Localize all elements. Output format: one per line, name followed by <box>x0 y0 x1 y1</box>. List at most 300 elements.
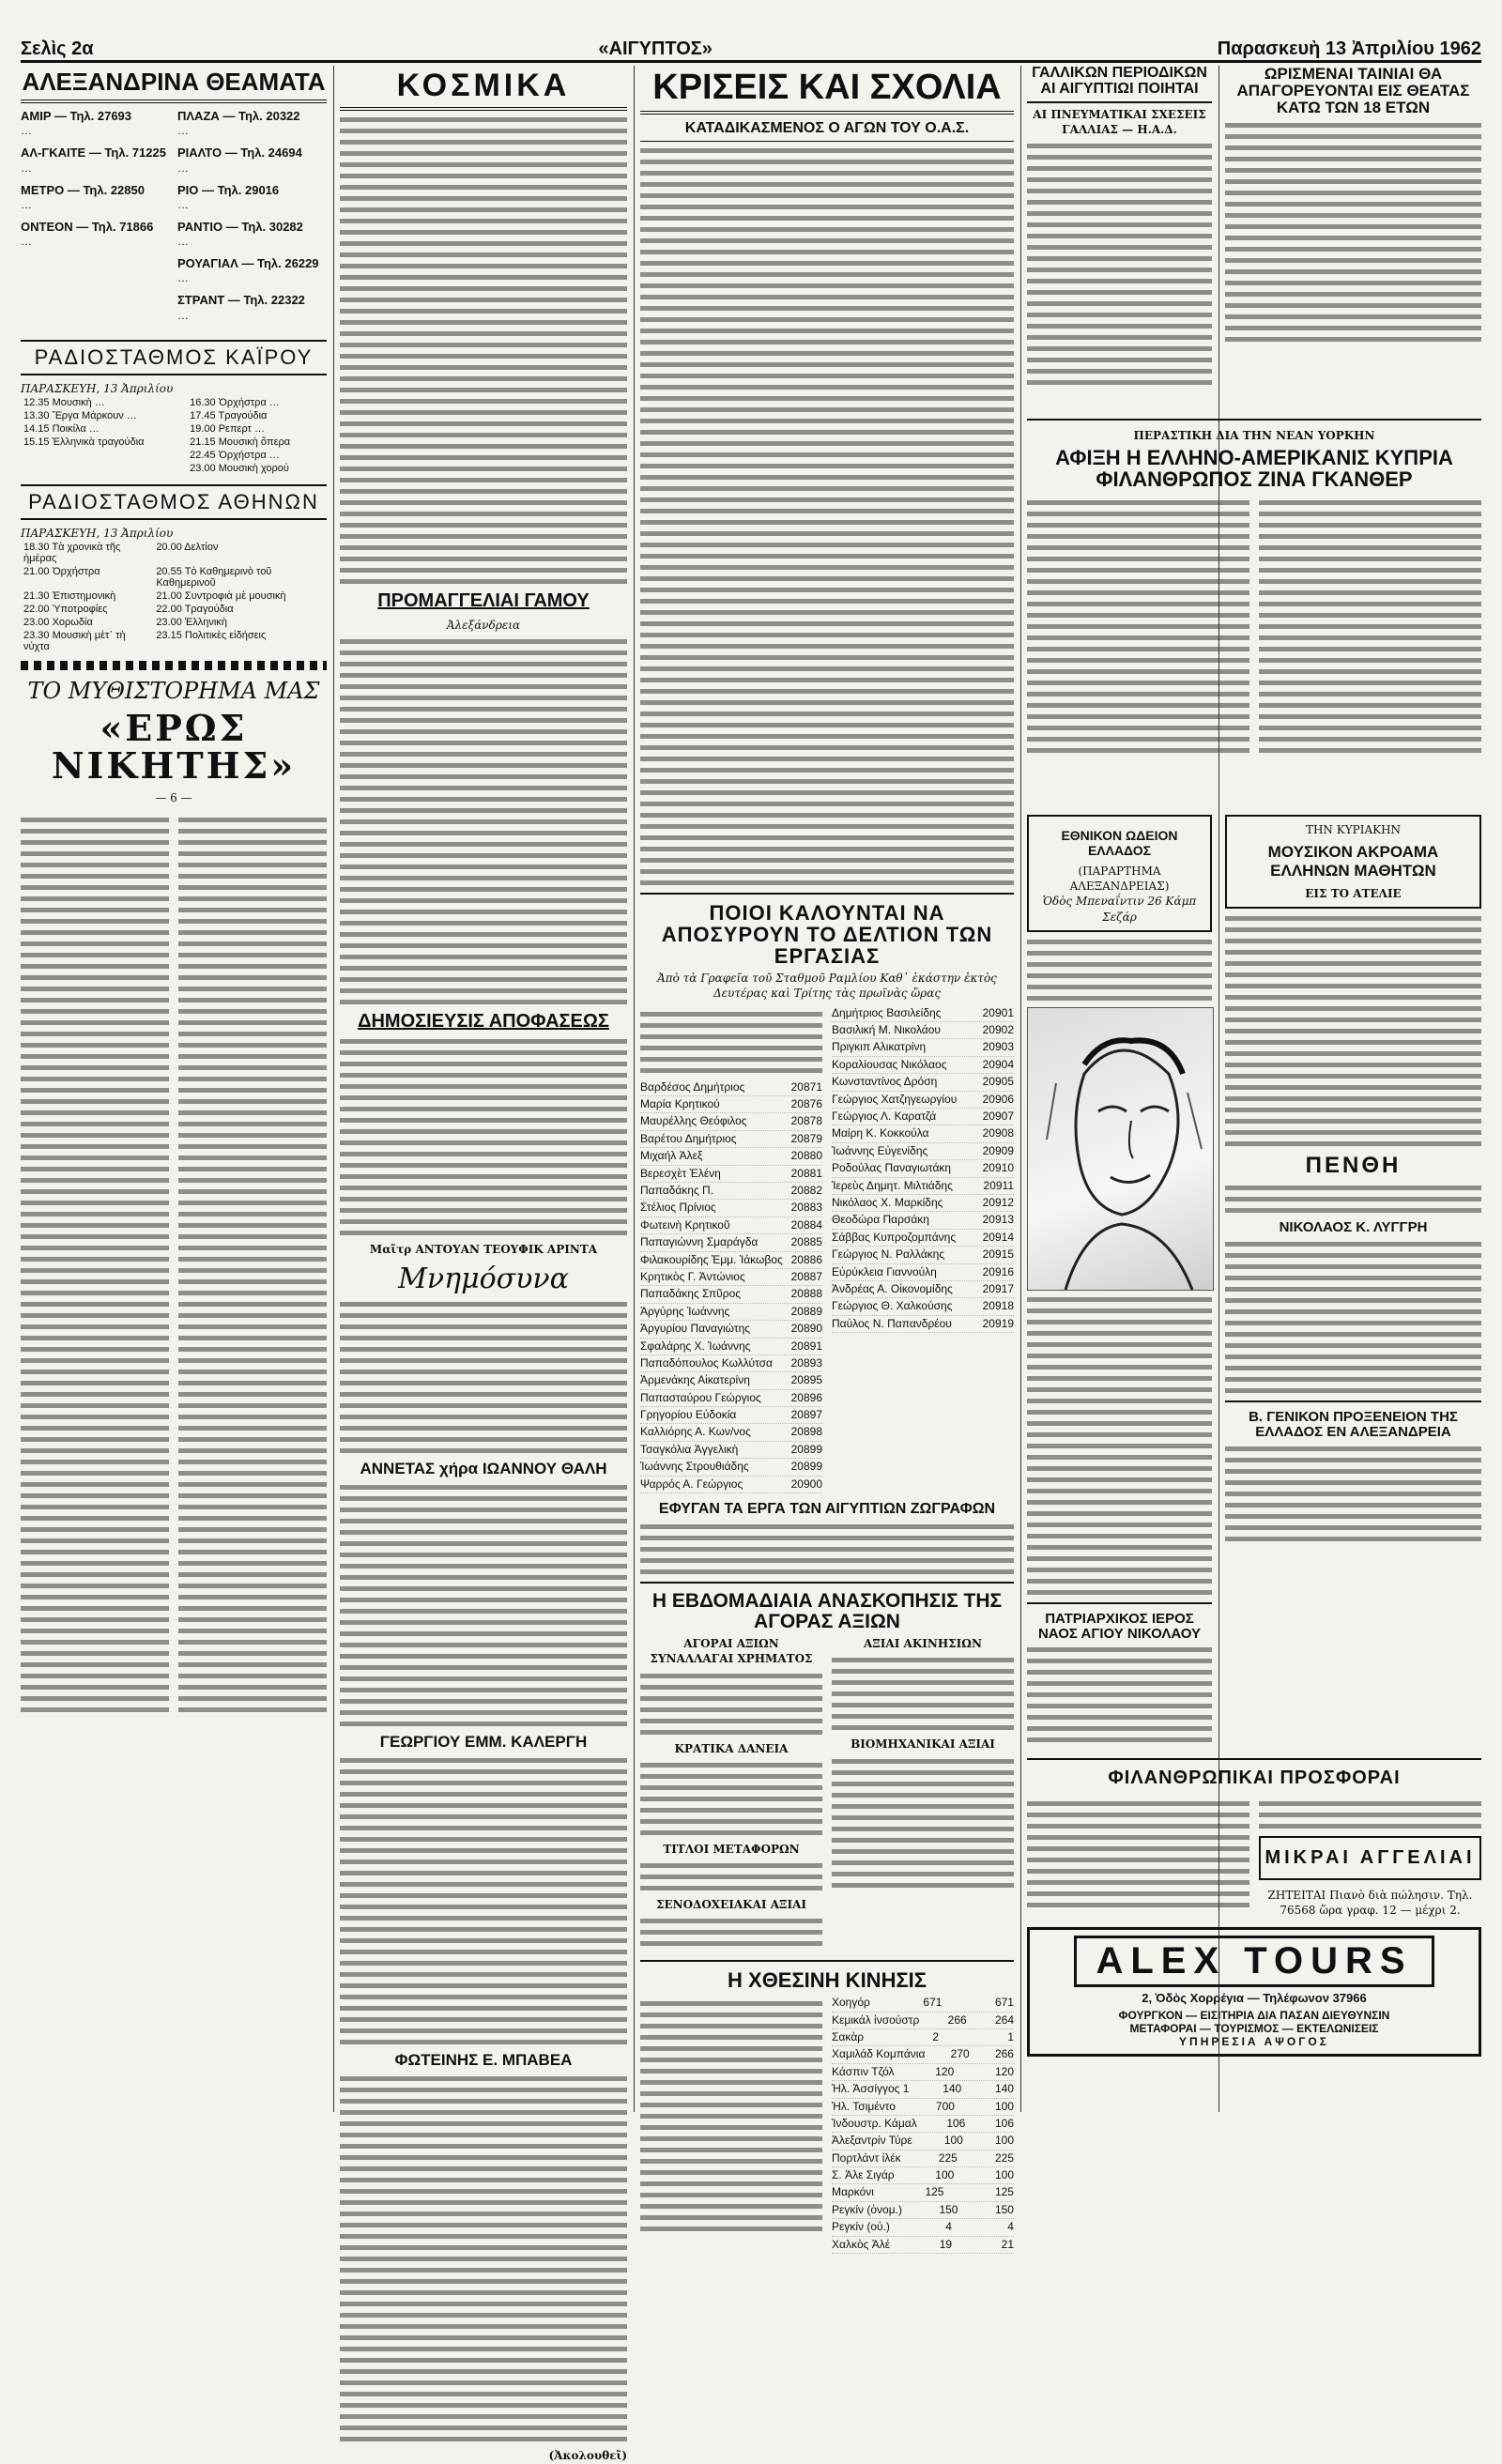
list-cell: Πορτλάντ ἰλέκ <box>832 2150 901 2165</box>
text-block <box>340 639 627 1004</box>
list-item <box>640 1113 822 1130</box>
market-right <box>832 1636 1014 1952</box>
schedule-row <box>21 589 327 603</box>
text-block <box>640 148 1014 885</box>
cinema-entry <box>21 145 170 175</box>
schedule-cell: 17.45 Τραγούδια <box>190 409 268 421</box>
list-item <box>832 2081 1014 2098</box>
list-cell: 20883 <box>790 1201 822 1215</box>
arrival-title: ΑΦΙΞΗ Η ΕΛΛΗΝΟ-ΑΜΕΡΙΚΑΝΙΣ ΚΥΠΡΙΑ ΦΙΛΑΝΘΡΩΠΟΣ ΖΙΝΑ ΓΚΑΝΘΕΡ <box>1055 446 1453 492</box>
list-cell: Πριγκιπ Αλικατρίνη <box>832 1040 927 1054</box>
schedule-cell: 21.15 Μουσικὴ ὅπερα <box>190 436 291 448</box>
text-block <box>1225 1242 1481 1393</box>
memorial-name: ΓΕΩΡΓΙΟΥ ΕΜΜ. ΚΑΛΕΡΓΗ <box>379 1733 588 1752</box>
list-cell: 671 <box>994 1996 1014 2010</box>
list-item <box>640 1096 822 1113</box>
schedule-row <box>21 629 327 653</box>
list-item <box>832 2219 1014 2236</box>
list-cell: Κάσπιν Τζόλ <box>832 2064 895 2078</box>
text-block <box>178 811 327 1719</box>
list-cell: 20890 <box>790 1322 822 1336</box>
list-cell: Κοραλίουσας Νικόλαος <box>832 1057 947 1071</box>
jobs-title: ΠΟΙΟΙ ΚΑΛΟΥΝΤΑΙ ΝΑ ΑΠΟΣΥΡΟΥΝ ΤΟ ΔΕΛΤΙΟΝ ΤΩΝ ΕΡΓΑΣΙΑΣ <box>661 901 993 969</box>
list-cell: 20906 <box>982 1092 1014 1106</box>
wedding-place: Ἀλεξάνδρεια <box>446 619 521 632</box>
article-title: ΩΡΙΣΜΕΝΑΙ ΤΑΙΝΙΑΙ ΘΑ ΑΠΑΓΟΡΕΥΟΝΤΑΙ ΕΙΣ ΘΕΑΤΑΣ ΚΑΤΩ ΤΩΝ 18 ΕΤΩΝ <box>1236 65 1470 116</box>
cinema-entry <box>177 256 327 285</box>
schedule-cell: 18.30 Τὰ χρονικὰ τῆς ἡμέρας <box>23 541 121 564</box>
cinema-program: … <box>21 161 32 175</box>
list-cell: 120 <box>994 2064 1014 2078</box>
text-block <box>1027 494 1249 759</box>
list-item <box>640 1355 822 1372</box>
list-cell: 671 <box>923 1996 943 2010</box>
text-block <box>1027 1297 1212 1595</box>
list-item <box>832 1092 1014 1109</box>
philanthropy-title: ΦΙΛΑΝΘΡΩΠΙΚΑΙ ΠΡΟΣΦΟΡΑΙ <box>1108 1768 1401 1788</box>
list-item <box>832 1298 1014 1315</box>
market-left <box>640 1636 822 1952</box>
list-cell: Βαρδέσος Δημήτριος <box>640 1079 745 1094</box>
text-block <box>832 1658 1014 1730</box>
list-cell: 20909 <box>982 1143 1014 1157</box>
list-item <box>640 1442 822 1459</box>
list-item <box>640 1183 822 1200</box>
list-cell: 20881 <box>790 1166 822 1180</box>
list-cell: Θεοδώρα Παρσάκη <box>832 1213 929 1227</box>
list-cell: 20918 <box>982 1299 1014 1313</box>
movement-columns <box>640 1995 1014 2254</box>
list-cell: 20889 <box>790 1304 822 1318</box>
list-item <box>640 1200 822 1217</box>
list-cell: 264 <box>994 2013 1014 2027</box>
jobs-list-right <box>832 1005 1014 1493</box>
small-ads-box <box>1259 1836 1481 1880</box>
list-item <box>640 1424 822 1441</box>
list-item <box>640 1131 822 1148</box>
schedule-row <box>21 616 327 629</box>
market-subhead: ΒΙΟΜΗΧΑΝΙΚΑΙ ΑΞΙΑΙ <box>851 1737 995 1752</box>
schedule-row <box>21 396 327 409</box>
list-cell: 100 <box>994 2134 1014 2148</box>
divider <box>640 893 1014 895</box>
column-social <box>340 66 627 2463</box>
list-cell: 20887 <box>790 1269 822 1283</box>
divider <box>640 1582 1014 1584</box>
cinema-entry <box>21 220 170 249</box>
bottom-right-block <box>1027 1751 1481 2112</box>
alex-tours-ad <box>1027 1927 1481 2057</box>
text-block <box>640 1674 822 1735</box>
cinema-entry <box>21 109 170 138</box>
list-item <box>832 1995 1014 2012</box>
schedule-cell: 19.00 Ρεπερτ … <box>190 422 265 435</box>
column-rule <box>634 66 635 2112</box>
list-cell: 270 <box>950 2047 970 2061</box>
list-cell: Χαμιλάδ Κομπάνια <box>832 2047 926 2061</box>
mourning-name: ΝΙΚΟΛΑΟΣ Κ. ΛΥΓΓΡΗ <box>1279 1219 1428 1236</box>
column-opinion <box>640 66 1014 2251</box>
ad-brand: ALEX TOURS <box>1074 1936 1433 1987</box>
list-cell: 100 <box>935 2168 955 2182</box>
small-ads <box>1259 1795 1481 1918</box>
list-cell: 20917 <box>982 1281 1014 1295</box>
market-subhead: ΑΓΟΡΑΙ ΑΞΙΩΝ ΣΥΝΑΛΛΑΓΑΙ ΧΡΗΜΑΤΟΣ <box>650 1637 813 1666</box>
list-item <box>640 1339 822 1355</box>
list-item <box>640 1477 822 1493</box>
serial-installment: — 6 — <box>155 790 192 804</box>
text-block <box>1225 1186 1481 1213</box>
list-cell: 20882 <box>790 1184 822 1197</box>
list-item <box>832 2184 1014 2201</box>
list-item <box>832 1074 1014 1091</box>
odeon-box <box>1027 815 1212 932</box>
list-item <box>640 1459 822 1476</box>
cinema-entry <box>21 183 170 212</box>
text-block <box>640 1863 822 1890</box>
list-cell: Καλλιόρης Α. Κων/νος <box>640 1425 751 1439</box>
column-entertainment <box>21 66 327 2112</box>
schedule-cell: 16.30 Ὀρχήστρα … <box>190 396 280 408</box>
list-cell: 20902 <box>982 1023 1014 1037</box>
list-cell: Ἰνδουστρ. Κάμαλ <box>832 2116 917 2130</box>
list-item <box>640 1269 822 1286</box>
list-item <box>640 1286 822 1303</box>
list-item <box>832 2013 1014 2029</box>
list-item <box>832 2237 1014 2254</box>
list-cell: 19 <box>939 2237 953 2251</box>
list-item <box>640 1234 822 1251</box>
cinema-name: ΡΙΑΛΤΟ — Τηλ. 24694 <box>177 145 302 161</box>
continued-note: (Ἀκολουθεῖ) <box>548 2449 627 2463</box>
market-subhead: ΤΙΤΛΟΙ ΜΕΤΑΦΟΡΩΝ <box>663 1842 800 1856</box>
list-item <box>832 1022 1014 1039</box>
serial-body <box>21 811 327 1719</box>
list-item <box>832 2167 1014 2184</box>
schedule-cell: 22.45 Ὀρχήστρα … <box>190 449 280 461</box>
list-cell: Παπαδόπουλος Κωλλύτσα <box>640 1355 773 1370</box>
list-cell: Χοηγόρ <box>832 1996 870 2010</box>
list-cell: Χαλκὸς Ἀλέ <box>832 2237 891 2251</box>
schedule-cell: 21.00 Ὀρχήστρα <box>23 565 100 577</box>
cinema-program: … <box>21 235 32 248</box>
list-item <box>832 2116 1014 2133</box>
list-cell: 20886 <box>790 1252 822 1266</box>
list-cell: 20899 <box>790 1460 822 1474</box>
wedding-title: ΠΡΟΜΑΓΓΕΛΙΑΙ ΓΑΜΟΥ <box>377 590 590 611</box>
list-item <box>640 1304 822 1321</box>
schedule-row <box>21 462 327 475</box>
list-item <box>832 1212 1014 1229</box>
list-cell: Παπαδάκης Σπῦρος <box>640 1287 742 1301</box>
concert-box <box>1225 815 1481 909</box>
list-item <box>832 1178 1014 1195</box>
text-block <box>640 1012 822 1073</box>
list-cell: 120 <box>935 2064 955 2078</box>
text-block <box>640 1995 822 2254</box>
text-block <box>340 1485 627 1726</box>
list-item <box>832 2150 1014 2167</box>
list-cell: 20904 <box>982 1057 1014 1071</box>
list-cell: Νικόλαος Χ. Μαρκίδης <box>832 1195 943 1209</box>
cinema-list-left <box>21 109 170 330</box>
list-cell: 1 <box>1007 2029 1014 2043</box>
page-header-bar <box>21 28 1481 63</box>
list-cell: Τσαγκόλια Ἀγγελικὴ <box>640 1442 739 1456</box>
list-cell: 20891 <box>790 1339 822 1353</box>
list-cell: Ἀρμενάκης Αἰκατερίνη <box>640 1373 750 1387</box>
list-cell: Ἀνδρέας Α. Οἰκονομίδης <box>832 1281 953 1295</box>
list-cell: 20911 <box>983 1178 1014 1192</box>
list-cell: 21 <box>1001 2237 1014 2251</box>
cinema-name: ΑΛ-ΓΚΑΙΤΕ — Τηλ. 71225 <box>21 145 166 161</box>
cinema-name: ΣΤΡΑΝΤ — Τηλ. 22322 <box>177 293 305 308</box>
schedule-row <box>21 436 327 449</box>
text-block <box>1225 123 1481 342</box>
jobs-lists <box>640 1005 1014 1493</box>
list-cell: 100 <box>994 2168 1014 2182</box>
radio-cairo-date: ΠΑΡΑΣΚΕΥΗ, 13 Ἀπριλίου <box>21 381 174 395</box>
opinion-masthead: ΚΡΙΣΕΙΣ ΚΑΙ ΣΧΟΛΙΑ <box>640 66 1014 115</box>
cinema-name: AMIP — Τηλ. 27693 <box>21 109 132 123</box>
issue-date: Παρασκευὴ 13 Ἀπριλίου 1962 <box>1217 38 1481 59</box>
radio-cairo-title: ΡΑΔΙΟΣΤΑΘΜΟΣ ΚΑΪΡΟΥ <box>21 340 327 375</box>
list-cell: 20900 <box>790 1477 822 1491</box>
cinema-program: … <box>177 161 189 175</box>
cinema-entry <box>177 293 327 322</box>
text-block <box>21 811 169 1719</box>
list-cell: 20885 <box>790 1235 822 1249</box>
list-cell: Ἰωάννης Εὐγενίδης <box>832 1143 928 1157</box>
list-cell: Μιχαήλ Ἀλεξ <box>640 1149 703 1163</box>
divider <box>1225 1400 1481 1402</box>
schedule-cell <box>21 462 187 475</box>
list-cell: Βασιλική Μ. Νικολάου <box>832 1023 941 1037</box>
movement-list <box>832 1995 1014 2254</box>
list-cell: 20908 <box>982 1126 1014 1140</box>
list-item <box>832 1160 1014 1177</box>
list-cell: Παπασταύρου Γεώργιος <box>640 1390 761 1404</box>
schedule-cell: 22.00 Τραγούδια <box>156 603 234 615</box>
jobs-intro-and-list <box>640 1005 822 1493</box>
list-cell: Σάββας Κυπροζομπάνης <box>832 1230 957 1244</box>
list-item <box>640 1148 822 1165</box>
odeon-subtitle: (ΠΑΡΑΡΤΗΜΑ ΑΛΕΞΑΝΔΡΕΙΑΣ) <box>1069 865 1170 894</box>
list-cell: 4 <box>945 2220 952 2234</box>
list-cell: 20907 <box>982 1110 1014 1123</box>
page-number: Σελὶς 2α <box>21 38 94 59</box>
small-ads-title: ΜΙΚΡΑΙ ΑΓΓΕΛΙΑΙ <box>1264 1847 1476 1868</box>
portrait-drawing-icon <box>1028 1008 1213 1290</box>
divider <box>640 1960 1014 1962</box>
list-cell: Γεώργιος Λ. Καρατζά <box>832 1110 937 1123</box>
list-item <box>832 1005 1014 1022</box>
ad-line: ΜΕΤΑΦΟΡΑΙ — ΤΟΥΡΙΣΜΟΣ — ΕΚΤΕΛΩΝΙΣΕΙΣ <box>1129 2022 1379 2036</box>
concert-title: ΜΟΥΣΙΚΟΝ ΑΚΡΟΑΜΑ ΕΛΛΗΝΩΝ ΜΑΘΗΤΩΝ <box>1267 843 1439 880</box>
list-cell: 2 <box>932 2029 940 2043</box>
list-cell: 20880 <box>790 1149 822 1163</box>
schedule-row <box>21 603 327 616</box>
small-ads-note: ΖΗΤΕΙΤΑΙ Πιανὸ διὰ πώλησιν. Τηλ. 76568 ὥρα γραφ. 12 — μέχρι 2. <box>1267 1889 1473 1918</box>
consulate-title: Β. ΓΕΝΙΚΟΝ ΠΡΟΞΕΝΕΙΟΝ ΤΗΣ ΕΛΛΑΔΟΣ ΕΝ ΑΛΕΞΑΝΔΡΕΙΑ <box>1249 1409 1458 1441</box>
church-title: ΠΑΤΡΙΑΡΧΙΚΟΣ ΙΕΡΟΣ ΝΑΟΣ ΑΓΙΟΥ ΝΙΚΟΛΑΟΥ <box>1037 1610 1202 1642</box>
list-cell: 20893 <box>790 1355 822 1370</box>
memorial-title: Μνημόσυνα <box>398 1263 569 1296</box>
divider <box>21 661 327 670</box>
list-cell: 20905 <box>982 1075 1014 1089</box>
list-cell: Δημήτριος Βασιλείδης <box>832 1005 942 1019</box>
list-cell: 20878 <box>790 1114 822 1128</box>
list-cell: Φωτεινὴ Κρητικοῦ <box>640 1217 730 1232</box>
schedule-cell: 21.30 Ἐπιστημονικὴ <box>23 589 116 602</box>
list-item <box>640 1390 822 1407</box>
list-cell: Γεώργιος Ν. Ραλλάκης <box>832 1247 945 1262</box>
radio-athens-title: ΡΑΔΙΟΣΤΑΘΜΟΣ ΑΘΗΝΩΝ <box>21 484 327 520</box>
cinema-name: ΡΟΥΑΓΙΑΛ — Τηλ. 26229 <box>177 256 319 270</box>
list-cell: Ἠλ. Τσιμέντο <box>832 2099 896 2113</box>
ad-line: ΦΟΥΡΓΚΟΝ — ΕΙΣΙΤΗΡΙΑ ΔΙΑ ΠΑΣΑΝ ΔΙΕΥΘΥΝΣΙΝ <box>1118 2009 1390 2023</box>
cinema-program: … <box>177 235 189 248</box>
cinema-name: ΡΑΝΤΙΟ — Τηλ. 30282 <box>177 219 303 234</box>
list-cell: 150 <box>994 2202 1014 2216</box>
list-cell: Κρητικὸς Γ. Ἀντώνιος <box>640 1269 745 1283</box>
cinema-program: … <box>21 197 32 211</box>
cinema-entry <box>177 220 327 249</box>
list-item <box>640 1079 822 1096</box>
list-cell: Ἠλ. Ἀσσίγγος 1 <box>832 2082 910 2096</box>
cinema-entry <box>177 109 327 138</box>
list-cell: Σακὰρ <box>832 2029 865 2043</box>
list-cell: 20910 <box>982 1161 1014 1175</box>
text-block <box>1027 1647 1212 1742</box>
list-item <box>640 1252 822 1269</box>
list-item <box>832 1281 1014 1298</box>
market-columns <box>640 1636 1014 1952</box>
mourning-title: ΠΕΝΘΗ <box>1305 1153 1402 1179</box>
ad-address: 2, Ὁδὸς Χορρέγια — Τηλέφωνον 37966 <box>1142 1991 1367 2006</box>
jobs-list-left <box>640 1079 822 1493</box>
cinema-program: … <box>177 308 189 322</box>
list-item <box>832 1230 1014 1247</box>
list-cell: 20896 <box>790 1390 822 1404</box>
cinema-list-right <box>177 109 327 330</box>
list-cell: Παύλος Ν. Παπανδρέου <box>832 1316 952 1330</box>
list-cell: 4 <box>1007 2220 1014 2234</box>
market-subhead: ΑΞΙΑΙ ΑΚΙΝΗΣΙΩΝ <box>864 1637 982 1651</box>
text-block <box>1027 1795 1249 1918</box>
schedule-cell: 14.15 Ποικίλα … <box>23 422 100 435</box>
schedule-cell: 23.15 Πολιτικὲς εἰδήσεις <box>156 629 267 641</box>
list-cell: 125 <box>925 2185 944 2199</box>
list-cell: 20919 <box>982 1316 1014 1330</box>
list-cell: Κωνσταντίνος Δρόση <box>832 1075 938 1089</box>
cinema-program: … <box>177 197 189 211</box>
market-subhead: ΣΕΝΟΔΟΧΕΙΑΚΑΙ ΑΞΙΑΙ <box>655 1897 807 1911</box>
schedule-cell: 23.30 Μουσικὴ μὲτ᾽ τὴ νύχτα <box>23 629 126 652</box>
schedule-cell: 23.00 Μουσικὴ χορού <box>190 462 289 474</box>
list-cell: 225 <box>994 2150 1014 2165</box>
list-cell: Γεώργιος Χατζηγεωργίου <box>832 1092 958 1106</box>
list-item <box>640 1407 822 1424</box>
list-item <box>640 1166 822 1183</box>
radio-athens-schedule <box>21 541 327 653</box>
list-cell: 266 <box>947 2013 967 2027</box>
list-cell: 20903 <box>982 1040 1014 1054</box>
cinema-program: … <box>177 271 189 285</box>
list-cell: 20901 <box>982 1005 1014 1019</box>
list-cell: Ἰωάννης Στρουθιάδης <box>640 1460 749 1474</box>
schedule-cell: 22.00 Ὑποτροφίες <box>23 603 108 615</box>
list-item <box>832 1039 1014 1056</box>
list-item <box>832 1109 1014 1125</box>
list-cell: Παπαδάκης Π. <box>640 1184 714 1197</box>
list-cell: Ἀλεξαντρίν Τύρε <box>832 2134 912 2148</box>
schedule-cell: 21.00 Συντροφιὰ μὲ μουσικὴ <box>156 589 286 602</box>
schedule-cell: 15.15 Ἑλληνικὰ τραγούδια <box>23 436 145 448</box>
text-block <box>640 1524 1014 1574</box>
list-cell: 20879 <box>790 1131 822 1145</box>
market-title: Η ΕΒΔΟΜΑΔΙΑΙΑ ΑΝΑΣΚΟΠΗΣΙΣ ΤΗΣ ΑΓΟΡΑΣ ΑΞΙΩΝ <box>651 1590 1003 1633</box>
painters-title: ΕΦΥΓΑΝ ΤΑ ΕΡΓΑ ΤΩΝ ΑΙΓΥΠΤΙΩΝ ΖΩΓΡΑΦΩΝ <box>658 1501 996 1518</box>
schedule-cell <box>21 449 187 462</box>
list-cell: Στέλιος Πρίνιος <box>640 1201 716 1215</box>
text-block <box>340 1758 627 2044</box>
cinema-listings <box>21 109 327 330</box>
philanthropy-body <box>1027 1795 1481 1918</box>
cinema-program: … <box>21 124 32 138</box>
schedule-cell: 20.55 Τὸ Καθημερινὸ τοῦ Καθημερινοῦ <box>156 565 272 589</box>
list-cell: 150 <box>939 2202 958 2216</box>
text-block <box>640 1763 822 1835</box>
cinema-name: ΡΙΟ — Τηλ. 29016 <box>177 182 280 197</box>
divider <box>1027 1758 1481 1760</box>
cinema-section-title: ΑΛΕΞΑΝΔΡΙΝΑ ΘΕΑΜΑΤΑ <box>21 66 327 103</box>
list-cell: 106 <box>994 2116 1014 2130</box>
schedule-cell: 23.00 Ἐλληνικὴ <box>156 616 227 628</box>
notice-title: ΔΗΜΟΣΙΕΥΣΙΣ ΑΠΟΦΑΣΕΩΣ <box>358 1011 609 1033</box>
memorial-name: ΦΩΤΕΙΝΗΣ Ε. ΜΠΑΒΕΑ <box>394 2051 573 2070</box>
list-cell: 225 <box>938 2150 958 2165</box>
odeon-title: ΕΘΝΙΚΟΝ ΩΔΕΙΟΝ ΕΛΛΑΔΟΣ <box>1061 828 1178 858</box>
list-cell: 140 <box>943 2082 962 2096</box>
list-cell: 20915 <box>982 1247 1014 1262</box>
list-item <box>832 1125 1014 1142</box>
list-cell: Παπαγιώννη Σμαράγδα <box>640 1235 759 1249</box>
list-cell: Κεμικάλ ἰνσούστρ <box>832 2013 920 2027</box>
list-cell: Μαρκόνι <box>832 2185 874 2199</box>
schedule-row <box>21 422 327 436</box>
list-cell: Ροδούλας Παναγιωτάκη <box>832 1161 952 1175</box>
schedule-row <box>21 541 327 565</box>
list-item <box>832 1316 1014 1333</box>
text-block <box>340 2076 627 2441</box>
text-block <box>1027 940 1212 1001</box>
list-cell: Μαρία Κρητικού <box>640 1097 720 1111</box>
arrival-kicker: ΠΕΡΑΣΤΙΚΗ ΔΙΑ ΤΗΝ ΝΕΑΝ ΥΟΡΚΗΝ <box>1133 429 1375 442</box>
list-cell: 20888 <box>790 1287 822 1301</box>
text-block <box>832 1759 1014 1888</box>
list-cell: 20895 <box>790 1373 822 1387</box>
list-cell: Φιλακουρίδης Ἐμμ. Ἰάκωβος <box>640 1252 783 1266</box>
list-item <box>640 1321 822 1338</box>
list-cell: 266 <box>994 2047 1014 2061</box>
list-cell: Μαυρέλλης Θεόφιλος <box>640 1114 747 1128</box>
list-cell: 20876 <box>790 1097 822 1111</box>
article-subtitle: ΑΙ ΠΝΕΥΜΑΤΙΚΑΙ ΣΧΕΣΕΙΣ ΓΑΛΛΙΑΣ — Η.Α.Δ. <box>1033 107 1206 136</box>
concert-place: ΕΙΣ ΤΟ ΑΤΕΛΙΕ <box>1305 887 1402 901</box>
list-item <box>832 2046 1014 2063</box>
serial-title: «ΕΡΩΣ ΝΙΚΗΤΗΣ» <box>51 706 297 787</box>
